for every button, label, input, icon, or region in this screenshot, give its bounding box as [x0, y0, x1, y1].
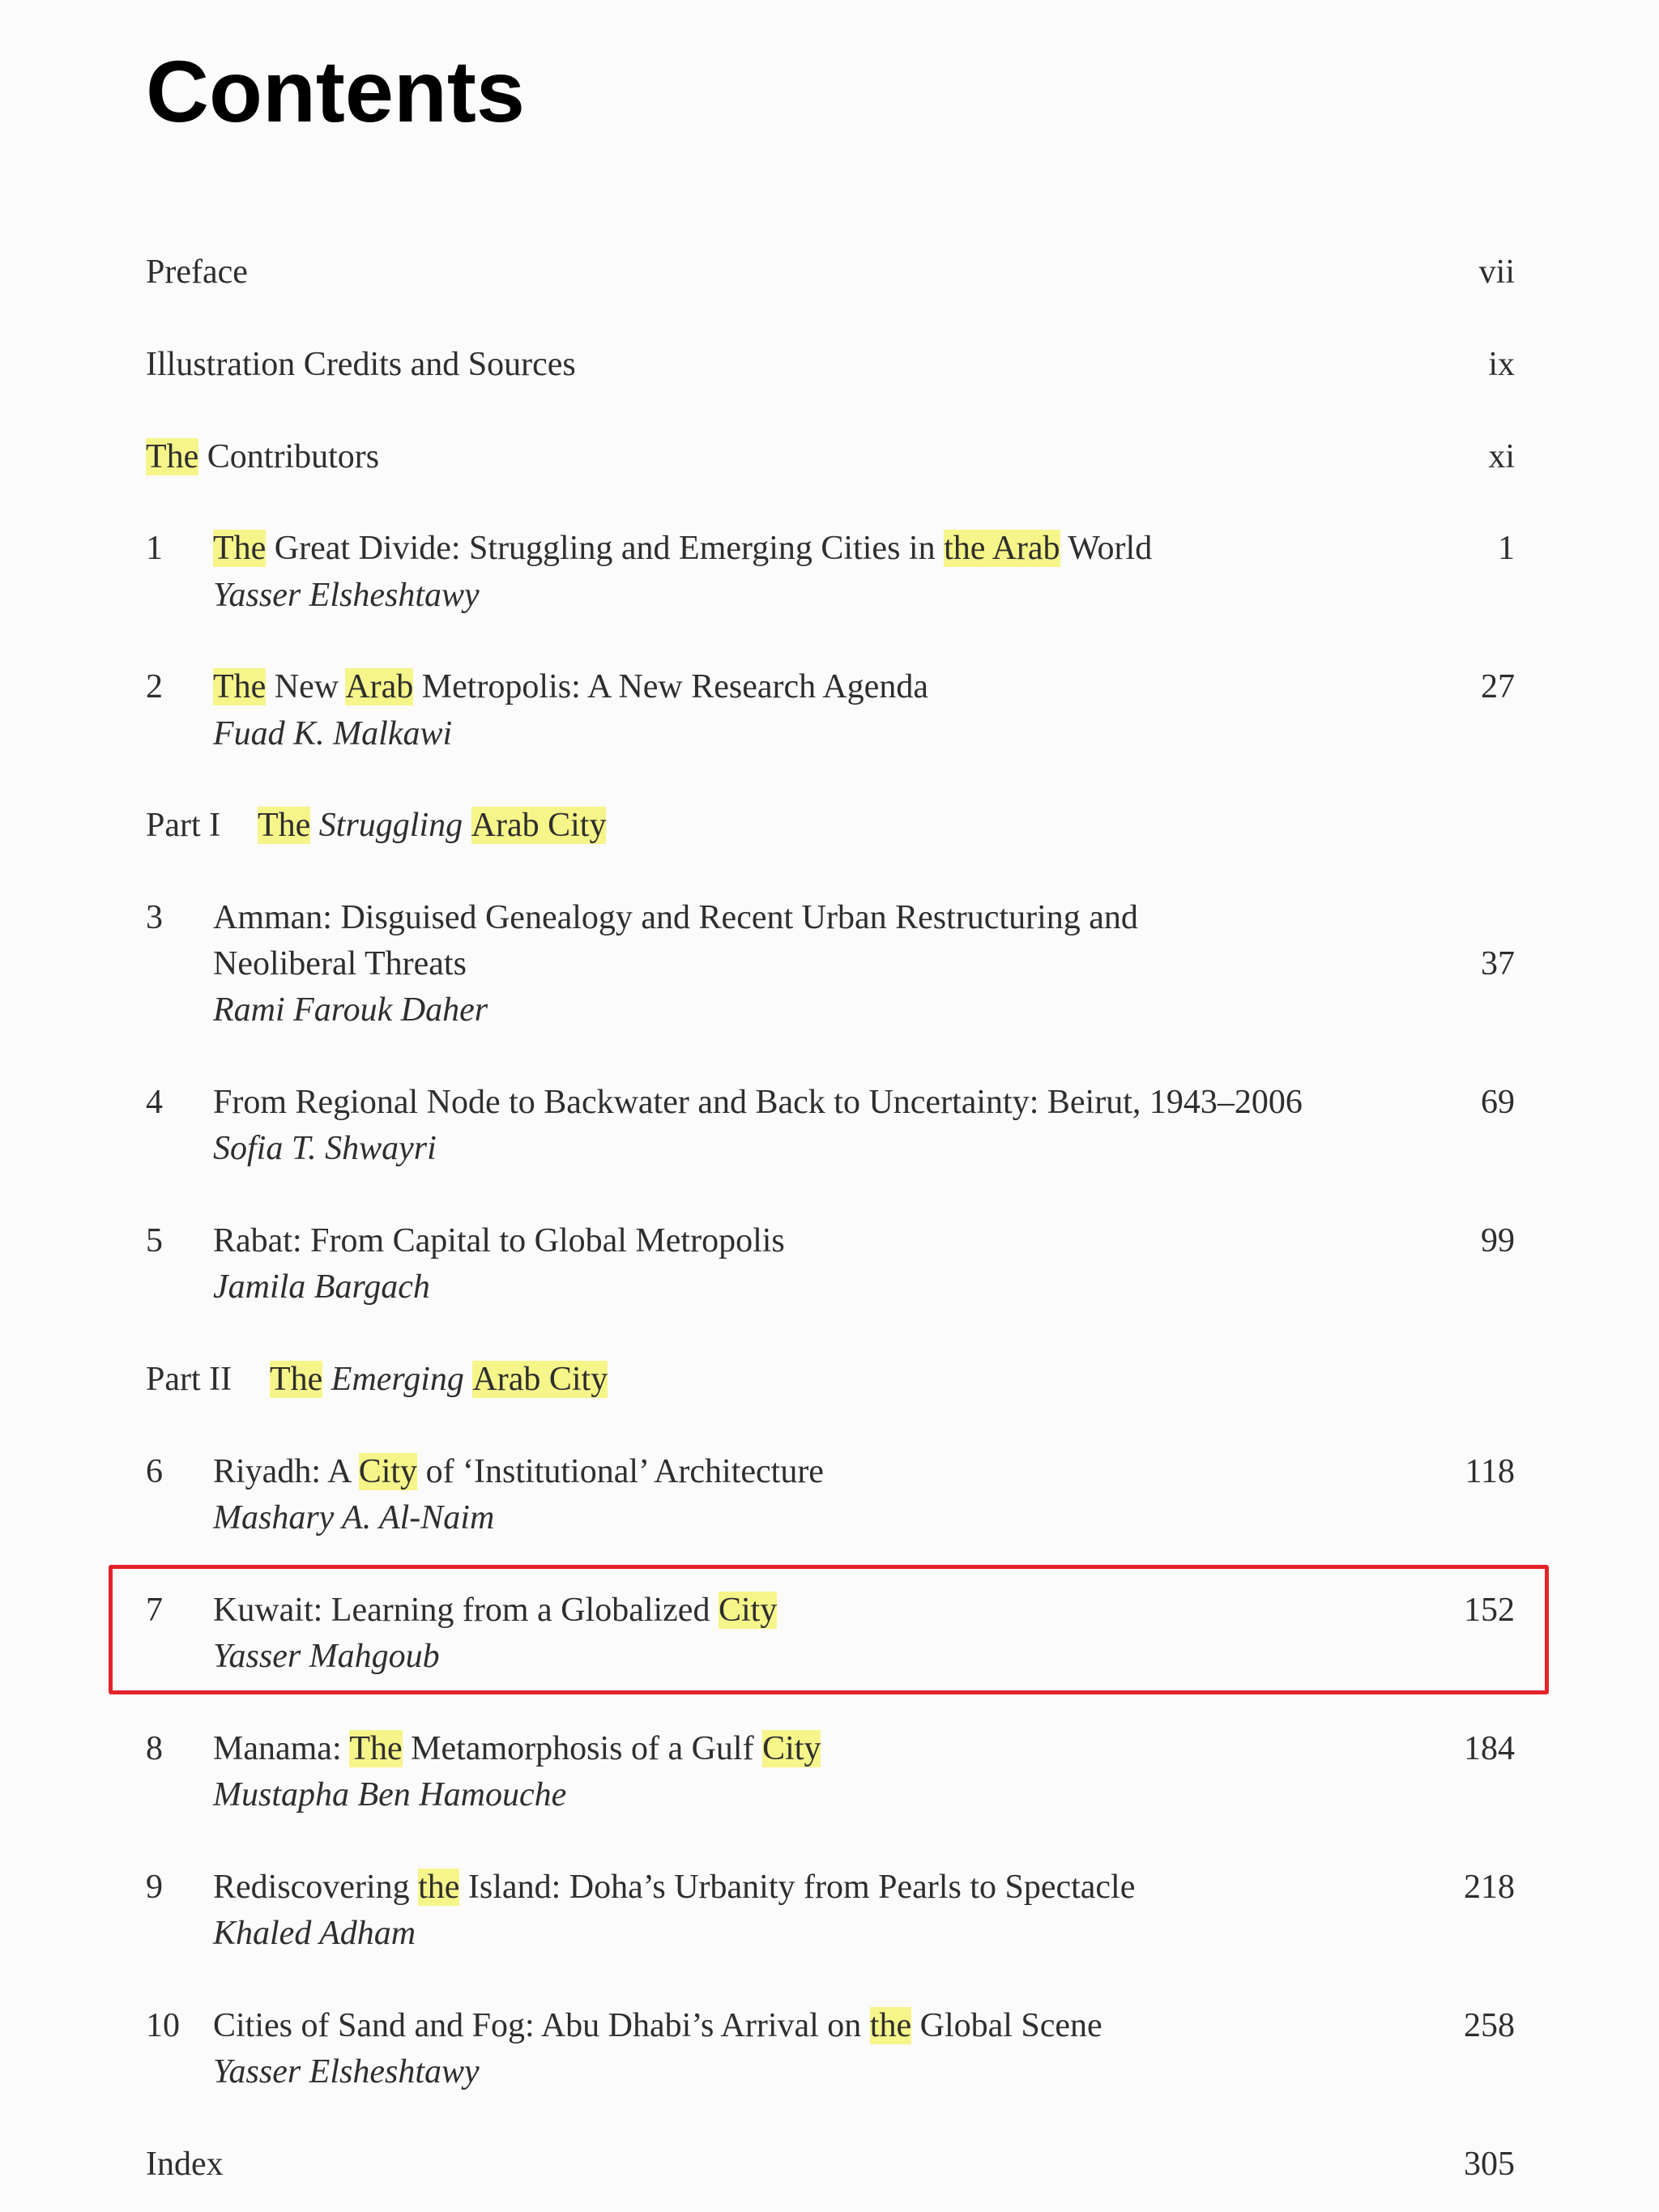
title-text: Riyadh: A: [213, 1453, 359, 1490]
title-text: Global Scene: [911, 2007, 1102, 2044]
title-text: New: [266, 668, 346, 705]
chapter-number: 4: [146, 1084, 163, 1121]
part-label: Part II: [146, 1361, 232, 1398]
page-number: 184: [1464, 1730, 1515, 1767]
title-text: Manama:: [213, 1730, 350, 1767]
highlight: the Arab: [944, 530, 1060, 567]
page-number: vii: [1478, 254, 1515, 291]
chapter-author: Rami Farouk Daher: [213, 991, 488, 1029]
toc-entry-illustration-credits: Illustration Credits and Sources: [146, 346, 576, 383]
chapter-number: 7: [146, 1592, 163, 1629]
chapter-author: Mustapha Ben Hamouche: [213, 1776, 567, 1813]
part-title-text: Emerging: [322, 1361, 473, 1398]
page-number: 118: [1465, 1453, 1515, 1490]
page-number: 69: [1481, 1084, 1515, 1121]
title-text: Cities of Sand and Fog: Abu Dhabi’s Arrival on: [213, 2007, 870, 2044]
chapter-title: [213, 1447, 824, 1496]
title-text: Great Divide: Struggling and Emerging Cities in: [266, 530, 945, 567]
chapter-title: From Regional Node to Backwater and Back to Uncertainty: Beirut, 1943–2006: [213, 1084, 1303, 1121]
chapter-title: [213, 1724, 821, 1773]
chapter-author: Sofia T. Shwayri: [213, 1130, 437, 1167]
chapter-title: [213, 1863, 1135, 1912]
highlight: The: [213, 530, 267, 567]
page-number: 37: [1481, 945, 1515, 982]
highlight: the: [418, 1869, 460, 1906]
highlight: City: [718, 1592, 778, 1629]
page-number: ix: [1488, 346, 1515, 383]
page-title: Contents: [146, 42, 525, 140]
highlight: The: [270, 1361, 323, 1398]
title-text: of ‘Institutional’ Architecture: [417, 1453, 824, 1490]
chapter-author: Jamila Bargach: [213, 1268, 430, 1306]
page-number: 99: [1481, 1222, 1515, 1259]
toc-entry-index: Index: [146, 2146, 224, 2183]
toc-entry-preface: Preface: [146, 254, 248, 291]
title-text: Metropolis: A New Research Agenda: [413, 668, 928, 705]
chapter-title: [213, 1586, 777, 1634]
chapter-number: 3: [146, 899, 163, 936]
highlight: The: [349, 1730, 403, 1767]
highlight: City: [762, 1730, 821, 1767]
chapter-author: Fuad K. Malkawi: [213, 715, 453, 752]
chapter-title: Rabat: From Capital to Global Metropolis: [213, 1222, 785, 1259]
chapter-author: Yasser Elsheshtawy: [213, 577, 480, 614]
chapter-author: Khaled Adham: [213, 1915, 416, 1952]
title-text: Rediscovering: [213, 1869, 419, 1906]
highlight: The: [258, 807, 311, 844]
highlight: the: [869, 2007, 912, 2044]
page-number: xi: [1488, 438, 1515, 475]
chapter-number: 10: [146, 2007, 180, 2044]
title-text: Metamorphosis of a Gulf: [402, 1730, 763, 1767]
chapter-title: [213, 524, 1152, 573]
chapter-title-line: Amman: Disguised Genealogy and Recent Urban Restructuring and: [213, 899, 1138, 936]
highlight: Arab: [345, 668, 414, 705]
chapter-number: 1: [146, 530, 163, 567]
chapter-number: 8: [146, 1730, 163, 1767]
chapter-title: [213, 663, 928, 711]
chapter-number: 5: [146, 1222, 163, 1259]
title-text: Island: Doha’s Urbanity from Pearls to Spectacle: [459, 1869, 1136, 1906]
chapter-author: Yasser Mahgoub: [213, 1638, 440, 1675]
highlight: The: [213, 668, 267, 705]
page-number: 27: [1481, 668, 1515, 705]
highlight: The: [146, 438, 199, 475]
entry-text: Contributors: [198, 438, 380, 475]
highlight: Arab City: [472, 1361, 608, 1398]
highlight: Arab City: [471, 807, 607, 844]
page-number: 305: [1464, 2146, 1515, 2183]
chapter-title-line: Neoliberal Threats: [213, 945, 467, 982]
chapter-number: 6: [146, 1453, 163, 1490]
chapter-number: 9: [146, 1869, 163, 1906]
chapter-author: Yasser Elsheshtawy: [213, 2053, 480, 2091]
page-number: 218: [1464, 1869, 1515, 1906]
chapter-title: [213, 2001, 1102, 2050]
page-number: 258: [1464, 2007, 1515, 2044]
chapter-number: 2: [146, 668, 163, 705]
title-text: World: [1060, 530, 1153, 567]
part-label: Part I: [146, 807, 221, 844]
part-title: [258, 801, 606, 850]
page-number: 152: [1464, 1592, 1515, 1629]
page-number: 1: [1498, 530, 1515, 567]
highlight: City: [358, 1453, 418, 1490]
toc-entry-contributors: [146, 433, 379, 481]
chapter-author: Mashary A. Al-Naim: [213, 1499, 495, 1536]
part-title-text: Struggling: [310, 807, 471, 844]
part-title: [270, 1355, 608, 1404]
title-text: Kuwait: Learning from a Globalized: [213, 1592, 719, 1629]
